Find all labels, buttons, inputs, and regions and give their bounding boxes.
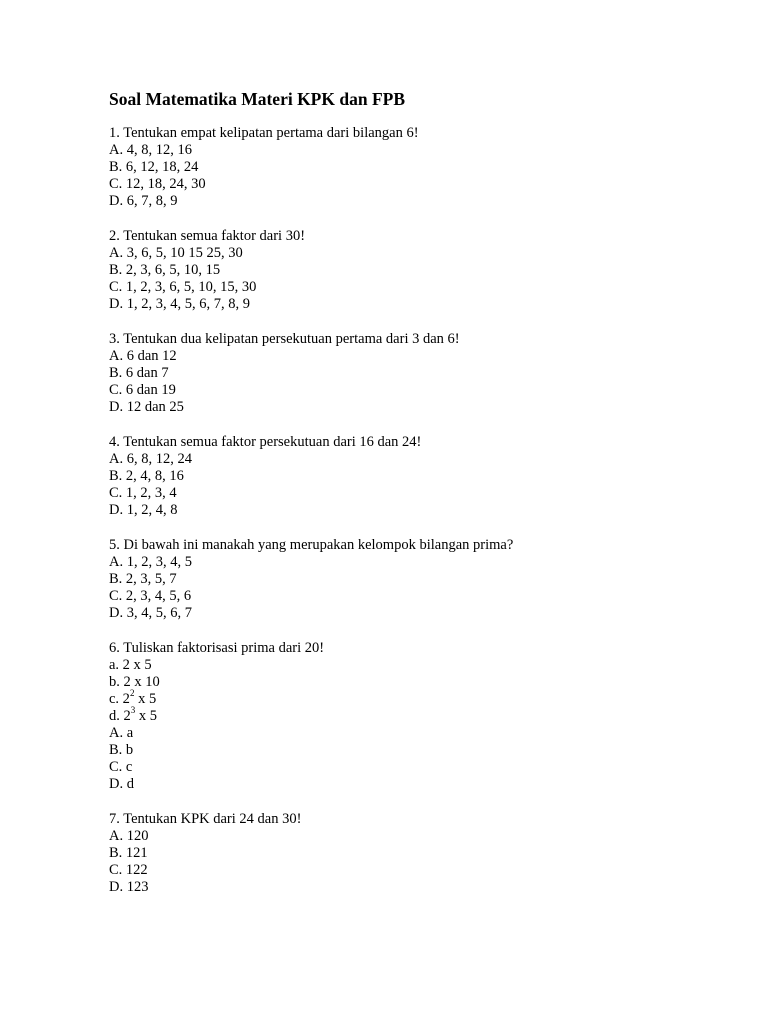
option-c: C. 2, 3, 4, 5, 6 <box>109 588 192 604</box>
option-d: D. 3, 4, 5, 6, 7 <box>109 605 192 621</box>
sub-item-d-exponent: 3 <box>130 705 136 716</box>
document-page <box>109 89 729 914</box>
question-text: 3. Tentukan dua kelipatan persekutuan pertama dari 3 dan 6! <box>109 331 460 347</box>
option-c: C. 6 dan 19 <box>109 382 176 398</box>
option-d: D. d <box>109 776 134 792</box>
option-a: A. 6, 8, 12, 24 <box>109 451 192 467</box>
option-b: B. 6, 12, 18, 24 <box>109 159 199 175</box>
option-d: D. 1, 2, 3, 4, 5, 6, 7, 8, 9 <box>109 296 250 312</box>
document-title: Soal Matematika Materi KPK dan FPB <box>109 89 406 109</box>
sub-item-c-rest: x 5 <box>134 691 157 707</box>
option-c: C. 122 <box>109 862 148 878</box>
sub-item-c-exponent: 2 <box>129 688 135 699</box>
option-b: B. 2, 3, 5, 7 <box>109 571 177 587</box>
sub-item-c <box>109 688 729 708</box>
question-text: 7. Tentukan KPK dari 24 dan 30! <box>109 811 302 827</box>
question-block-3 <box>109 331 729 416</box>
option-b: B. 121 <box>109 845 148 861</box>
option-a: A. a <box>109 725 134 741</box>
option-b: B. b <box>109 742 134 758</box>
option-d: D. 12 dan 25 <box>109 399 184 415</box>
option-c: C. c <box>109 759 133 775</box>
sub-item-a: a. 2 x 5 <box>109 657 152 673</box>
sub-item-d-rest: x 5 <box>135 708 157 724</box>
option-b: B. 2, 3, 6, 5, 10, 15 <box>109 262 221 278</box>
question-text: 2. Tentukan semua faktor dari 30! <box>109 228 306 244</box>
sub-item-b: b. 2 x 10 <box>109 674 160 690</box>
option-d: D. 123 <box>109 879 149 895</box>
question-text: 6. Tuliskan faktorisasi prima dari 20! <box>109 640 325 656</box>
option-a: A. 3, 6, 5, 10 15 25, 30 <box>109 245 243 261</box>
question-block-1 <box>109 125 729 210</box>
question-block-4 <box>109 434 729 519</box>
sub-item-d-base: d. 2 <box>109 708 131 724</box>
option-a: A. 120 <box>109 828 149 844</box>
question-text: 1. Tentukan empat kelipatan pertama dari bilangan 6! <box>109 125 419 141</box>
option-a: A. 1, 2, 3, 4, 5 <box>109 554 192 570</box>
option-d: D. 6, 7, 8, 9 <box>109 193 178 209</box>
question-block-6 <box>109 640 729 793</box>
option-a: A. 4, 8, 12, 16 <box>109 142 192 158</box>
question-block-7 <box>109 811 729 896</box>
sub-item-c-base: c. 2 <box>109 691 130 707</box>
option-c: C. 12, 18, 24, 30 <box>109 176 206 192</box>
sub-item-d <box>109 705 729 725</box>
option-c: C. 1, 2, 3, 4 <box>109 485 177 501</box>
question-text: 4. Tentukan semua faktor persekutuan dari 16 dan 24! <box>109 434 422 450</box>
question-text: 5. Di bawah ini manakah yang merupakan kelompok bilangan prima? <box>109 537 514 553</box>
option-b: B. 6 dan 7 <box>109 365 169 381</box>
option-b: B. 2, 4, 8, 16 <box>109 468 184 484</box>
question-block-5 <box>109 537 729 622</box>
option-a: A. 6 dan 12 <box>109 348 177 364</box>
option-c: C. 1, 2, 3, 6, 5, 10, 15, 30 <box>109 279 257 295</box>
question-block-2 <box>109 228 729 313</box>
option-d: D. 1, 2, 4, 8 <box>109 502 178 518</box>
